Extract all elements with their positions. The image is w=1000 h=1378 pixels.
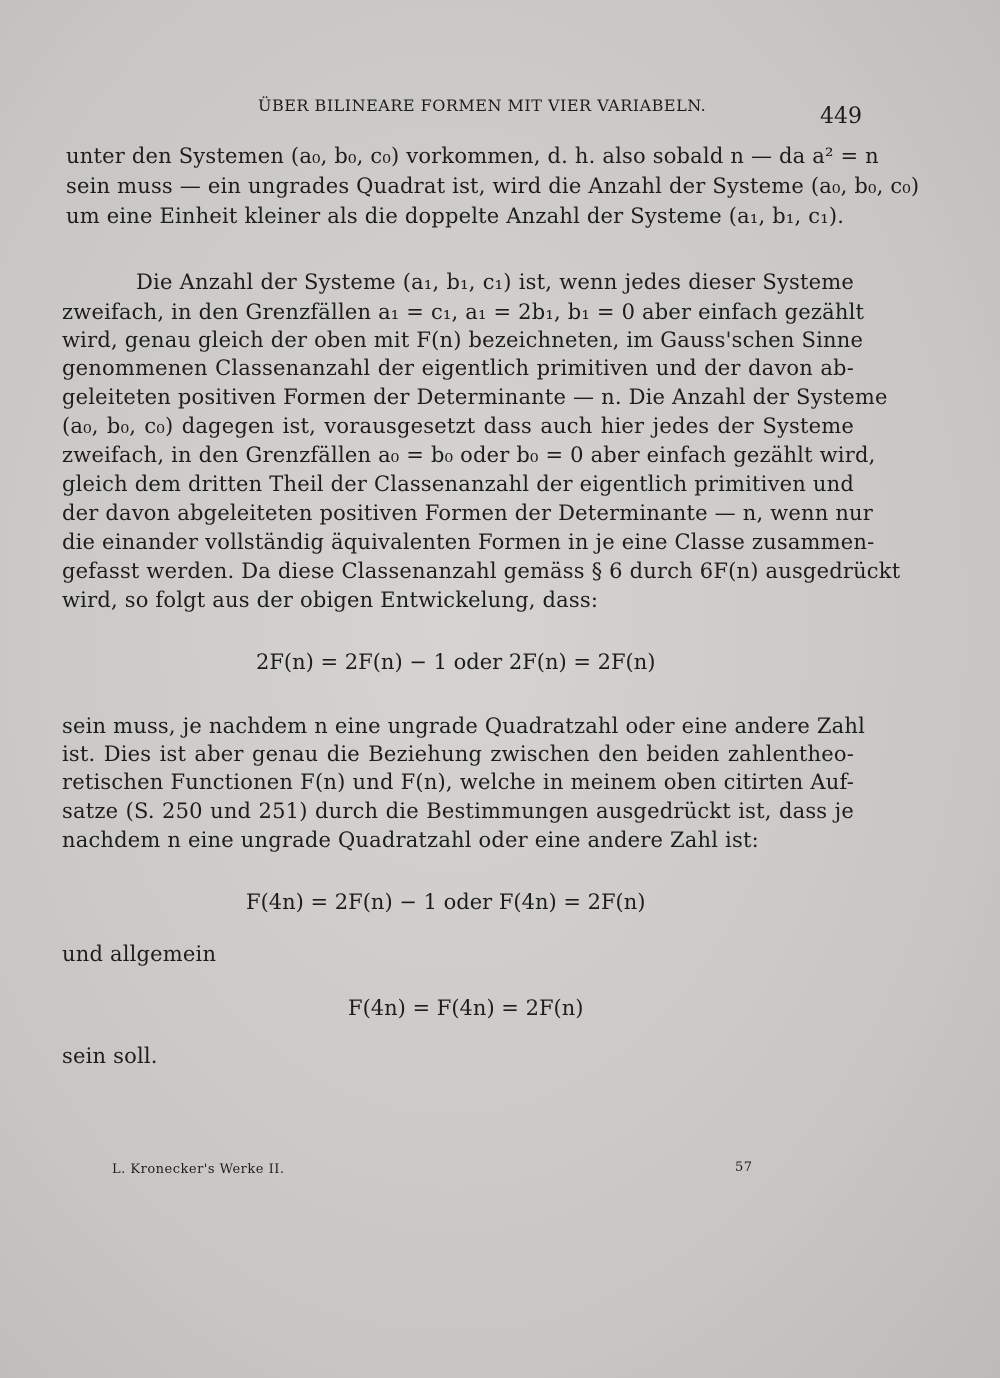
text-line: sein soll. xyxy=(62,1044,158,1068)
text-line: sein muss — ein ungrades Quadrat ist, wird die Anzahl der Systeme (a₀, b₀, c₀) xyxy=(66,174,920,198)
text-line: sein muss, je nachdem n eine ungrade Quadratzahl oder eine andere Zahl xyxy=(62,714,866,738)
footer-right: 57 xyxy=(735,1160,753,1175)
equation: F(4n) = F(4n) = 2F(n) xyxy=(348,996,584,1020)
text-line: der davon abgeleiteten positiven Formen der Determinante — n, wenn nur xyxy=(62,501,874,525)
page-number: 449 xyxy=(820,104,862,129)
running-header: ÜBER BILINEARE FORMEN MIT VIER VARIABELN. xyxy=(258,96,707,115)
text-line: gefasst werden. Da diese Classenanzahl gemäss § 6 durch 6F(n) ausgedrückt xyxy=(62,559,901,583)
text-line: (a₀, b₀, c₀) dagegen ist, vorausgesetzt dass auch hier jedes der Systeme xyxy=(62,414,854,438)
text-line: um eine Einheit kleiner als die doppelte Anzahl der Systeme (a₁, b₁, c₁). xyxy=(66,204,845,228)
equation: 2F(n) = 2F(n) − 1 oder 2F(n) = 2F(n) xyxy=(256,650,656,674)
text-line: unter den Systemen (a₀, b₀, c₀) vorkommen, d. h. also sobald n — da a² = n xyxy=(66,144,879,168)
equation: F(4n) = 2F(n) − 1 oder F(4n) = 2F(n) xyxy=(246,890,646,914)
text-line: wird, genau gleich der oben mit F(n) bezeichneten, im Gauss'schen Sinne xyxy=(62,328,864,352)
text-line: zweifach, in den Grenzfällen a₁ = c₁, a₁ = 2b₁, b₁ = 0 aber einfach gezählt xyxy=(62,300,865,324)
text-line: zweifach, in den Grenzfällen a₀ = b₀ oder b₀ = 0 aber einfach gezählt wird, xyxy=(62,443,876,467)
text-line: ist. Dies ist aber genau die Beziehung zwischen den beiden zahlentheo- xyxy=(62,742,854,766)
text-line: wird, so folgt aus der obigen Entwickelung, dass: xyxy=(62,588,599,612)
text-line: gleich dem dritten Theil der Classenanzahl der eigentlich primitiven und xyxy=(62,472,854,496)
text-line: die einander vollständig äquivalenten Formen in je eine Classe zusammen- xyxy=(62,530,875,554)
footer-left: L. Kronecker's Werke II. xyxy=(112,1162,285,1177)
text-line: Die Anzahl der Systeme (a₁, b₁, c₁) ist, wenn jedes dieser Systeme xyxy=(136,270,854,294)
text-line: genommenen Classenanzahl der eigentlich primitiven und der davon ab- xyxy=(62,356,854,380)
text-line: und allgemein xyxy=(62,942,217,966)
text-line: geleiteten positiven Formen der Determinante — n. Die Anzahl der Systeme xyxy=(62,385,888,409)
text-line: retischen Functionen F(n) und F(n), welche in meinem oben citirten Auf- xyxy=(62,770,854,794)
text-line: satze (S. 250 und 251) durch die Bestimmungen ausgedrückt ist, dass je xyxy=(62,799,854,823)
text-line: nachdem n eine ungrade Quadratzahl oder eine andere Zahl ist: xyxy=(62,828,759,852)
